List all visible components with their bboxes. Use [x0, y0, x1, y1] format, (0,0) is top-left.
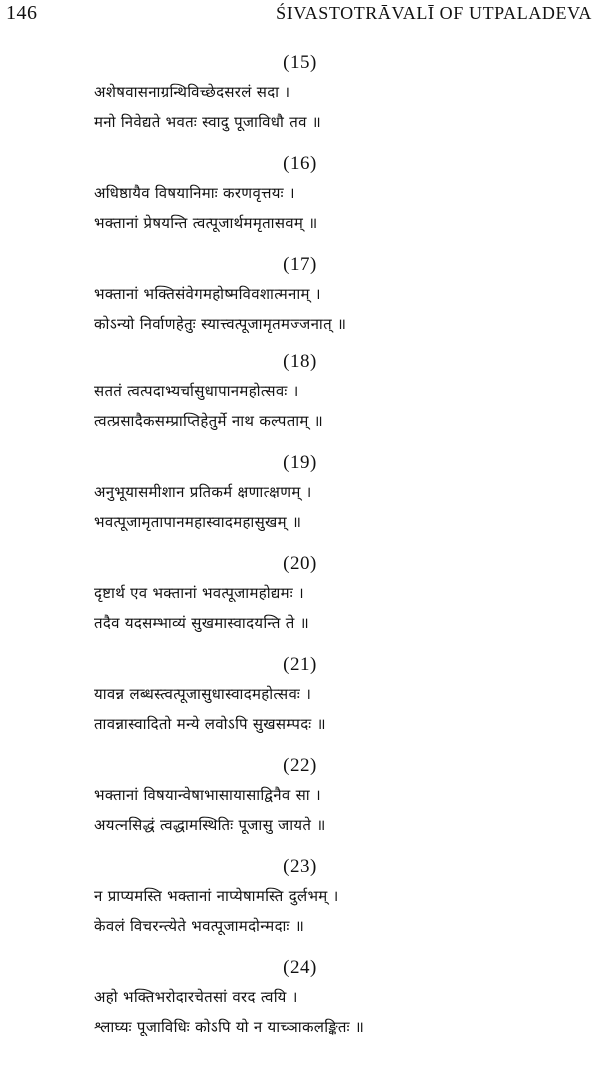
verse-18 [0, 351, 600, 452]
verse-line: तावन्नास्वादितो मन्ये लवोऽपि सुखसम्पदः ॥ [94, 715, 326, 733]
verse-line: दृष्टार्थ एव भक्तानां भवत्पूजामहोद्यमः । [94, 584, 305, 602]
verse-line: तदैव यदसम्भाव्यं सुखमास्वादयन्ति ते ॥ [94, 614, 309, 632]
verse-line: भवत्पूजामृतापानमहास्वादमहासुखम् ॥ [94, 513, 302, 531]
verse-17 [0, 254, 600, 351]
verse-line: अयत्नसिद्धं त्वद्धामस्थितिः पूजासु जायते ॥ [94, 816, 326, 834]
verse-line: मनो निवेद्यते भवतः स्वादु पूजाविधौ तव ॥ [94, 113, 322, 131]
running-title: ŚIVASTOTRĀVALĪ OF UTPALADEVA [276, 3, 592, 23]
verse-number: (17) [283, 254, 317, 275]
verse-line: त्वत्प्रसादैकसम्प्राप्तिहेतुर्मे नाथ कल्पताम् ॥ [94, 412, 324, 430]
page-header [0, 0, 600, 30]
verse-line: भक्तानां भक्तिसंवेगमहोष्मविवशात्मनाम् । [94, 285, 321, 303]
page-number: 146 [6, 2, 38, 24]
verse-15 [0, 52, 600, 153]
verse-number: (15) [283, 52, 317, 73]
verse-22 [0, 755, 600, 856]
verse-19 [0, 452, 600, 553]
verse-24 [0, 957, 600, 1058]
verse-21 [0, 654, 600, 755]
verse-line: भक्तानां प्रेषयन्ति त्वत्पूजार्थममृतासवम् ॥ [94, 214, 318, 232]
verse-20 [0, 553, 600, 654]
verse-line: श्लाघ्यः पूजाविधिः कोऽपि यो न याच्ञाकलङ्कितः ॥ [94, 1018, 365, 1036]
verse-16 [0, 153, 600, 254]
verse-number: (24) [283, 957, 317, 978]
verse-line: अधिष्ठायैव विषयानिमाः करणवृत्तयः । [94, 184, 295, 202]
verse-number: (20) [283, 553, 317, 574]
verse-line: अशेषवासनाग्रन्थिविच्छेदसरलं सदा । [94, 83, 291, 101]
verse-number: (19) [283, 452, 317, 473]
verse-number: (16) [283, 153, 317, 174]
verse-number: (21) [283, 654, 317, 675]
verse-line: यावन्न लब्धस्त्वत्पूजासुधास्वादमहोत्सवः । [94, 685, 312, 703]
verse-line: केवलं विचरन्त्येते भवत्पूजामदोन्मदाः ॥ [94, 917, 305, 935]
verse-number: (18) [283, 351, 317, 372]
verse-number: (22) [283, 755, 317, 776]
verse-number: (23) [283, 856, 317, 877]
verse-line: सततं त्वत्पदाभ्यर्चासुधापानमहोत्सवः । [94, 382, 299, 400]
verse-line: न प्राप्यमस्ति भक्तानां नाप्येषामस्ति दुर्लभम् । [94, 887, 339, 905]
verse-line: अहो भक्तिभरोदारचेतसां वरद त्वयि । [94, 988, 298, 1006]
verse-line: कोऽन्यो निर्वाणहेतुः स्यात्त्वत्पूजामृतमज्जनात् ॥ [94, 315, 347, 333]
verse-line: भक्तानां विषयान्वेषाभासायासाद्विनैव सा । [94, 786, 321, 804]
verse-list [0, 52, 600, 1058]
verse-line: अनुभूयासमीशान प्रतिकर्म क्षणात्क्षणम् । [94, 483, 312, 501]
verse-23 [0, 856, 600, 957]
